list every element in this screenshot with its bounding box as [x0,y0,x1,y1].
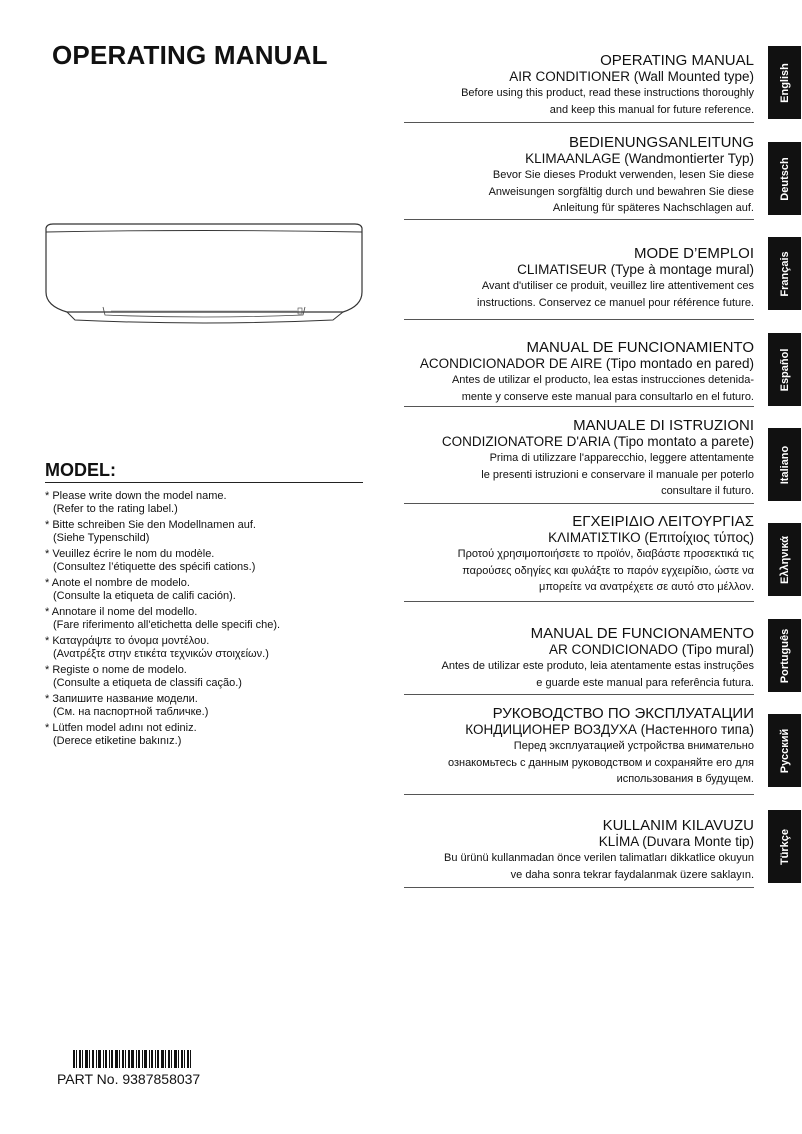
note-line: (Ανατρέξτε στην ετικέτα τεχνικών στοιχείων.) [53,648,269,660]
section-desc-line: Antes de utilizar el producto, lea estas instrucciones detenida- [451,374,754,386]
section-title: OPERATING MANUAL [600,52,754,69]
note-line: * Καταγράψτε το όνομα μοντέλου. [45,635,210,647]
note-line: (Consulte a etiqueta de classifi cação.) [53,677,242,689]
note-line: (Refer to the rating label.) [53,503,178,515]
tab-label: Français [778,250,791,297]
tab-label: Italiano [778,445,791,484]
section-subtitle: KLIMAANLAGE (Wandmontierter Typ) [525,151,754,166]
tab-francais[interactable] [768,237,801,310]
section-desc-line: Anweisungen sorgfältig durch und bewahren Sie diese [488,185,754,198]
note-line: * Annotare il nome del modello. [45,606,198,618]
model-note [45,693,365,719]
model-note [45,490,365,516]
note-line: * Bitte schreiben Sie den Modellnamen auf. [45,519,256,531]
section-english [404,52,754,123]
section-desc-line: παρούσες οδηγίες και φυλάξτε το παρόν εγχειρίδιο, ώστε να [462,564,754,577]
tab-italiano[interactable] [768,428,801,501]
section-desc-line: e guarde este manual para referência futura. [536,676,754,689]
section-desc-line: instructions. Conservez ce manuel pour référence future. [477,296,754,309]
section-espanol [404,339,754,407]
section-desc-line: Προτού χρησιμοποιήσετε το προϊόν, διαβάστε προσεκτικά τις [457,548,754,560]
model-notes [45,490,365,751]
section-title: MANUAL DE FUNCIONAMENTO [530,625,754,642]
tab-deutsch[interactable] [768,142,801,215]
section-desc-line: Antes de utilizar este produto, leia atentamente estas instruções [441,660,754,672]
section-desc-line: le presenti istruzioni e conservare il manuale per poterlo [481,468,754,481]
note-line: * Registe o nome de modelo. [45,664,187,676]
note-line: (Derece etiketine bakınız.) [53,735,182,747]
model-note [45,519,365,545]
tab-russkiy[interactable] [768,714,801,787]
page-title: OPERATING MANUAL [52,40,328,70]
section-subtitle: CLIMATISEUR (Type à montage mural) [517,262,754,277]
section-subtitle: AR CONDICIONADO (Tipo mural) [548,642,754,657]
note-line: (См. на паспортной табличке.) [53,706,209,718]
section-desc-line: Bevor Sie dieses Produkt verwenden, lesen Sie diese [492,169,754,181]
section-desc-line: использования в будущем. [616,773,754,785]
tab-label: Русский [778,728,791,773]
section-subtitle: ACONDICIONADOR DE AIRE (Tipo montado en pared) [419,356,754,371]
note-line: (Fare riferimento all'etichetta delle specifi che). [53,619,281,631]
tab-label: Deutsch [778,156,791,201]
note-line: * Anote el nombre de modelo. [45,577,190,589]
section-title: MANUAL DE FUNCIONAMIENTO [526,339,754,356]
section-subtitle: KLİMA (Duvara Monte tip) [598,834,754,849]
part-number: PART No. 9387858037 [57,1071,201,1087]
barcode-image [73,1050,191,1068]
section-desc-line: μπορείτε να ανατρέχετε σε αυτό στο μέλλον. [539,581,754,593]
section-ellinika [404,513,754,602]
note-line: (Consultez l’étiquette des spécifi cations.) [53,561,256,573]
model-note [45,722,365,748]
section-subtitle: ΚΛΙΜΑΤΙΣΤΙΚΟ (Επιτοίχιος τύπος) [548,530,754,545]
section-desc-line: consultare il futuro. [661,485,754,497]
section-russkiy [404,705,754,795]
note-line: (Siehe Typenschild) [53,532,150,544]
section-turkce [404,817,754,888]
section-deutsch [404,134,754,220]
tab-portugues[interactable] [768,619,801,692]
section-title: KULLANIM KILAVUZU [602,817,754,834]
section-desc-line: Avant d'utiliser ce produit, veuillez lire attentivement ces [481,280,754,292]
section-title: BEDIENUNGSANLEITUNG [568,134,754,151]
model-note [45,606,365,632]
section-desc-line: Prima di utilizzare l'apparecchio, leggere attentamente [489,452,754,464]
tab-ellinika[interactable] [768,523,801,596]
section-subtitle: CONDIZIONATORE D'ARIA (Tipo montato a parete) [441,434,754,449]
section-italiano [404,417,754,504]
model-note [45,664,365,690]
section-subtitle: КОНДИЦИОНЕР ВОЗДУХА (Настенного типа) [465,722,754,737]
tab-label: Português [778,628,791,683]
section-title: MODE D’EMPLOI [633,245,754,262]
tab-english[interactable] [768,46,801,119]
tab-turkce[interactable] [768,810,801,883]
section-desc-line: ve daha sonra tekrar faydalanmak üzere saklayın. [510,868,754,881]
section-desc-line: Before using this product, read these instructions thoroughly [461,87,754,99]
section-francais [404,245,754,320]
section-title: РУКОВОДСТВО ПО ЭКСПЛУАТАЦИИ [492,705,754,722]
section-portugues [404,625,754,695]
model-note [45,635,365,661]
section-desc-line: ознакомьтесь с данным руководством и сохраняйте его для [447,756,754,769]
section-desc-line: Anleitung für späteres Nachschlagen auf. [552,202,754,214]
air-conditioner-illustration [43,222,365,327]
tab-espanol[interactable] [768,333,801,406]
note-line: * Запишите название модели. [45,693,198,705]
tab-label: English [778,62,791,103]
section-desc-line: Перед эксплуатацией устройства внимательно [513,740,754,752]
section-title: ΕΓΧΕΙΡΙΔΙΟ ΛΕΙΤΟΥΡΓΙΑΣ [572,513,754,530]
section-desc-line: mente y conserve este manual para consultarlo en el futuro. [461,390,754,403]
section-title: MANUALE DI ISTRUZIONI [573,417,754,434]
section-subtitle: AIR CONDITIONER (Wall Mounted type) [509,69,754,84]
note-line: * Veuillez écrire le nom du modèle. [45,548,215,560]
model-note [45,577,365,603]
section-desc-line: and keep this manual for future reference. [549,103,754,116]
model-note [45,548,365,574]
tab-label: Türkçe [778,828,791,865]
note-line: * Please write down the model name. [45,490,227,502]
tab-label: Español [778,348,791,391]
section-desc-line: Bu ürünü kullanmadan önce verilen talimatları dikkatlice okuyun [443,852,754,864]
note-line: * Lütfen model adını not ediniz. [45,722,197,734]
tab-label: Ελληνικά [778,535,791,584]
model-heading: MODEL: [45,460,363,483]
note-line: (Consulte la etiqueta de califi cación). [53,590,236,602]
